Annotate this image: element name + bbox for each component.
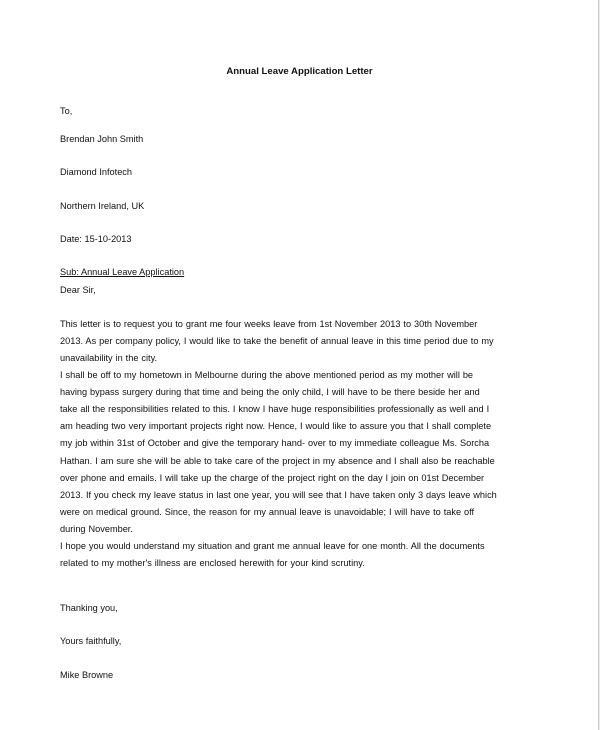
recipient-company: Diamond Infotech [60,167,133,177]
body-line: having bypass surgery during that time and being the only child, I will have to be there beside her and [60,387,480,397]
body-line: This letter is to request you to grant me four weeks leave from 1st November 2013 to 30th November [60,319,478,329]
body-line: were on medical ground. Since, the reason for my annual leave is unavoidable; I will have to take off [60,507,475,517]
body-line: unavailability in the city. [60,353,158,363]
letter-date: Date: 15-10-2013 [60,234,132,244]
to-label: To, [60,106,73,116]
body-line: 2013. As per company policy, I would like to take the benefit of annual leave in this time period due to my [60,336,494,346]
body-line: 2013. If you check my leave status in last one year, you will see that I have taken only 3 days leave which [60,490,497,500]
body-line: Hathan. I am sure she will be able to take care of the project in my absence and I shall also be reachable [60,456,495,466]
sign-off: Yours faithfully, [60,636,122,646]
subject-line: Sub: Annual Leave Application [60,267,185,277]
signature-name: Mike Browne [60,670,114,680]
body-line: related to my mother's illness are enclosed herewith for your kind scrutiny. [60,558,365,568]
recipient-location: Northern Ireland, UK [60,201,145,211]
body-line: I shall be off to my hometown in Melbourne during the above mentioned period as my mother will be [60,370,474,380]
body-line: over phone and emails. I will take up the charge of the project right on the day I join on 01st December [60,473,485,483]
recipient-name: Brendan John Smith [60,134,144,144]
body-line: I hope you would understand my situation and grant me annual leave for one month. All the documents [60,541,485,551]
salutation: Dear Sir, [60,285,96,295]
body-line: my job within 31st of October and give the temporary hand- over to my immediate colleague Ms. Sorcha [60,438,490,448]
body-line: take all the responsibilities related to this. I know I have huge responsibilities professionally as well and I [60,404,490,414]
body-line: during November. [60,524,133,534]
closing-line: Thanking you, [60,603,118,613]
body-line: am heading two very important projects right now. Hence, I would like to assure you that I shall complete [60,421,492,431]
letter-title: Annual Leave Application Letter [226,66,373,77]
